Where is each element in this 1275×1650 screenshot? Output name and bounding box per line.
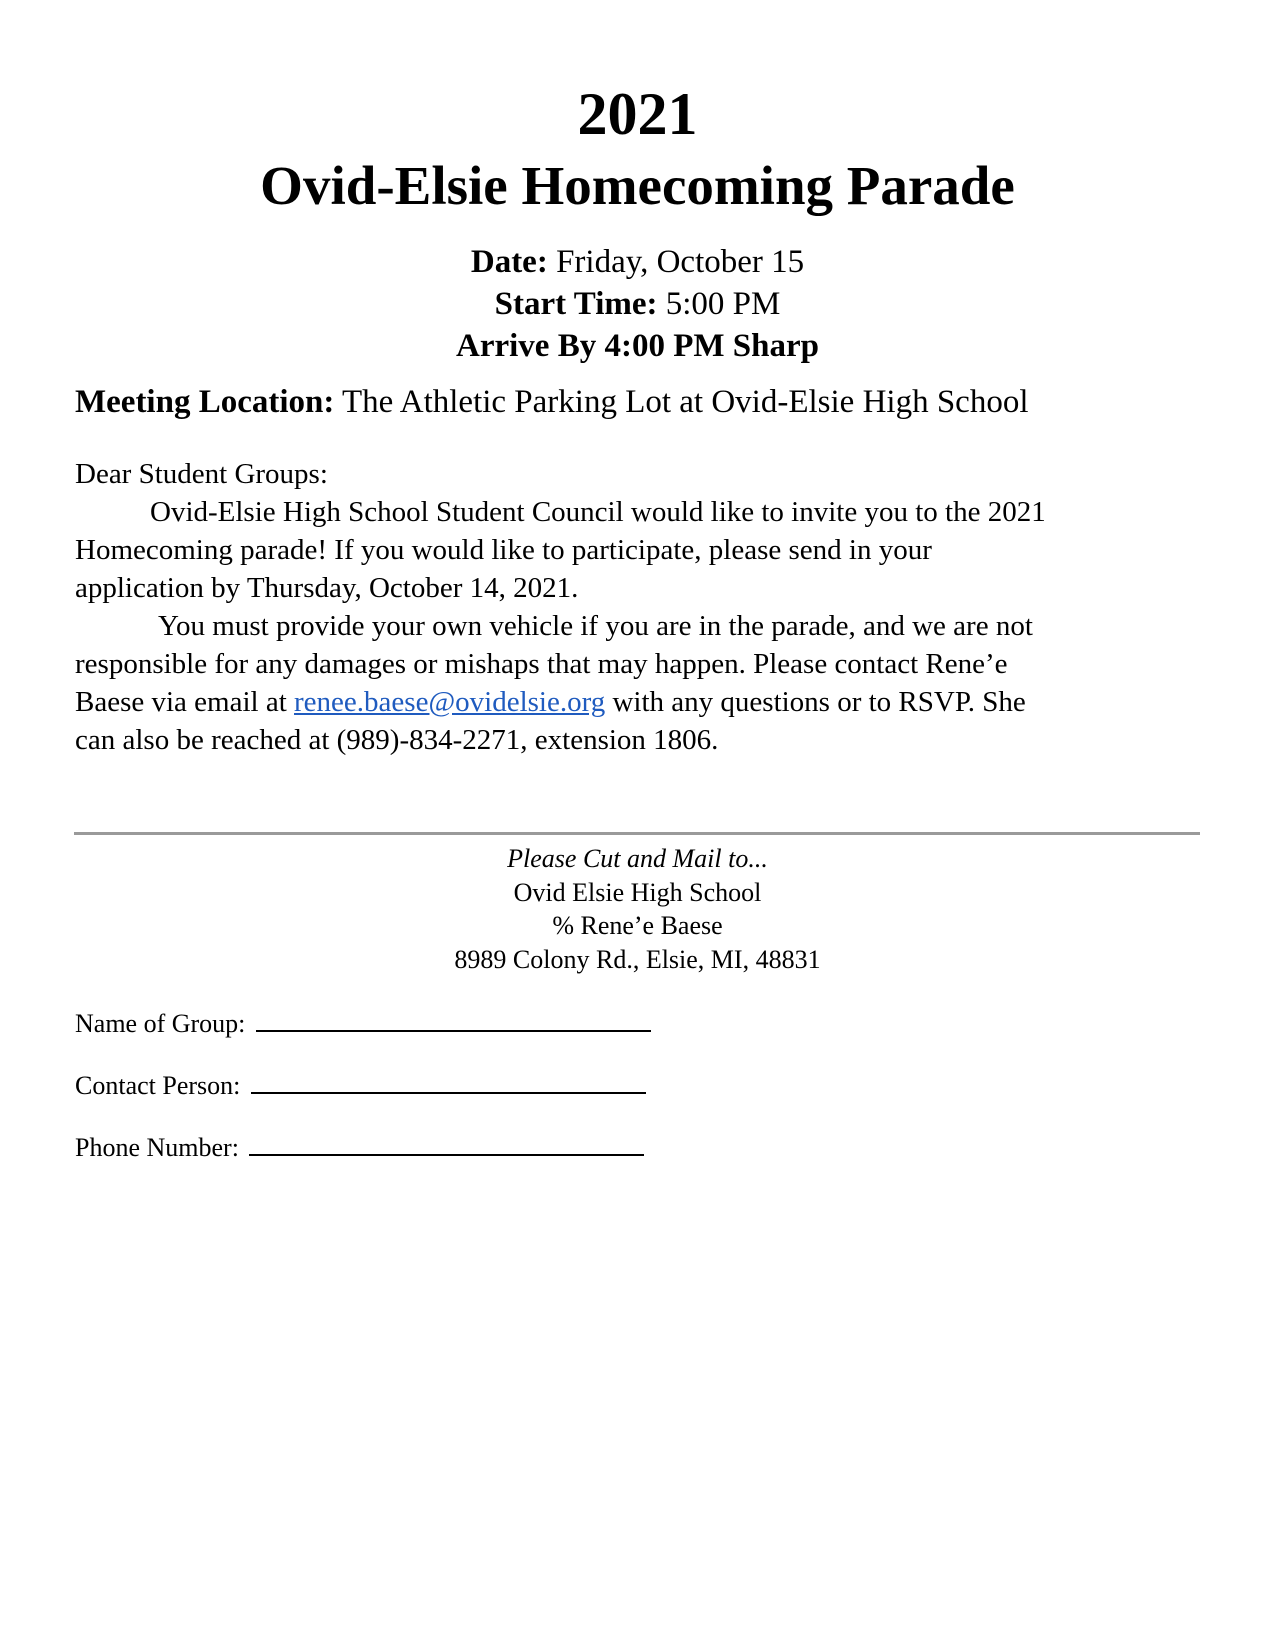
- page-title: Ovid-Elsie Homecoming Parade: [260, 155, 1015, 216]
- letter-paragraph-2-line-4: can also be reached at (989)-834-2271, extension 1806.: [75, 724, 719, 756]
- letter-paragraph-1-line-3: application by Thursday, October 14, 2021.: [75, 572, 579, 604]
- letter-paragraph-1-line-2: Homecoming parade! If you would like to participate, please send in your: [75, 534, 932, 566]
- cut-divider: [74, 832, 1200, 835]
- mail-school: Ovid Elsie High School: [513, 878, 762, 907]
- group-name-blank[interactable]: [256, 1004, 651, 1032]
- meeting-location-value: The Athletic Parking Lot at Ovid-Elsie High School: [342, 384, 1029, 420]
- start-time-label: Start Time:: [494, 286, 658, 322]
- contact-person-row: [75, 1066, 646, 1102]
- phone-number-blank[interactable]: [249, 1128, 644, 1156]
- start-time-line: [0, 284, 1275, 324]
- date-value: Friday, October 15: [556, 244, 805, 280]
- letter-contact-text: Baese via email at: [75, 686, 287, 718]
- date-line: [0, 242, 1275, 282]
- letter-greeting: Dear Student Groups:: [75, 458, 328, 490]
- letter-rsvp-text: with any questions or to RSVP. She: [612, 686, 1026, 718]
- phone-number-label: Phone Number:: [75, 1133, 239, 1162]
- email-link[interactable]: renee.baese@ovidelsie.org: [294, 686, 606, 718]
- mail-address: 8989 Colony Rd., Elsie, MI, 48831: [454, 945, 821, 974]
- title-year: 2021: [577, 81, 698, 147]
- contact-person-label: Contact Person:: [75, 1071, 241, 1100]
- group-name-row: [75, 1004, 651, 1040]
- arrive-by-line: Arrive By 4:00 PM Sharp: [456, 328, 819, 364]
- letter-paragraph-2-line-2: responsible for any damages or mishaps that may happen. Please contact Rene’e: [75, 648, 1008, 680]
- start-time-value: 5:00 PM: [665, 286, 781, 322]
- mail-recipient: % Rene’e Baese: [552, 911, 723, 940]
- date-label: Date:: [470, 244, 548, 280]
- letter-paragraph-2-line-1: You must provide your own vehicle if you are in the parade, and we are not: [158, 610, 1033, 642]
- contact-person-blank[interactable]: [251, 1066, 646, 1094]
- letter-paragraph-2-line-3: [75, 683, 1026, 721]
- letter-paragraph-1-line-1: Ovid-Elsie High School Student Council would like to invite you to the 2021: [150, 496, 1046, 528]
- phone-number-row: [75, 1128, 644, 1164]
- mail-heading: Please Cut and Mail to...: [507, 844, 768, 873]
- meeting-location-line: [75, 382, 1029, 422]
- group-name-label: Name of Group:: [75, 1009, 246, 1038]
- meeting-location-label: Meeting Location:: [75, 384, 335, 420]
